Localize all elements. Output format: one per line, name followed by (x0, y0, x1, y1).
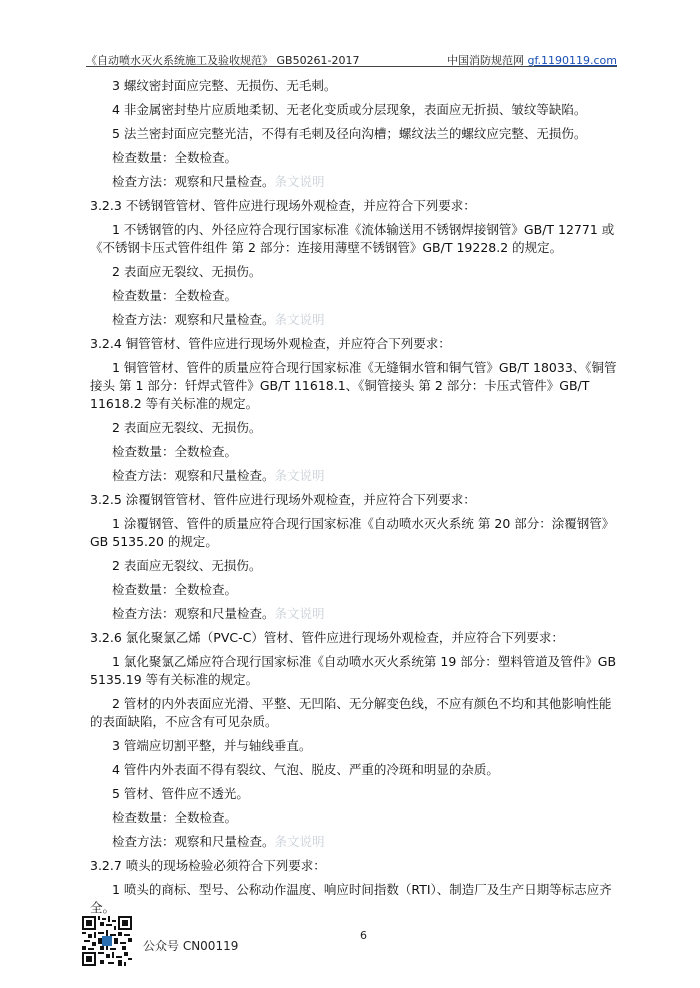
paragraph-text: 2 表面应无裂纹、无损伤。 (112, 558, 262, 573)
paragraph (90, 218, 620, 260)
clause-explanation-link[interactable]: 条文说明 (274, 312, 325, 327)
paragraph-text: 检查方法：观察和尺量检查。 (112, 468, 275, 483)
paragraph (90, 146, 620, 170)
document-title: 《自动喷水灭火系统施工及验收规范》 GB50261-2017 (86, 54, 360, 67)
paragraph (90, 260, 620, 284)
paragraph-text: 检查数量：全数检查。 (112, 150, 238, 165)
paragraph-text: 3.2.3 不锈钢管管材、管件应进行现场外观检查，并应符合下列要求： (90, 198, 476, 213)
paragraph-text: 1 不锈钢管的内、外径应符合现行国家标准《流体输送用不锈钢焊接钢管》GB/T 12771 或《不锈钢卡压式管件组件 第 2 部分：连接用薄壁不锈钢管》GB/T 19228.2 的规定。 (90, 222, 615, 255)
qr-code-icon (82, 916, 132, 966)
page-number: 6 (360, 929, 367, 942)
paragraph-text: 1 涂覆钢管、管件的质量应符合现行国家标准《自动喷水灭火系统 第 20 部分：涂覆钢管》GB 5135.20 的规定。 (90, 516, 615, 549)
document-body (90, 74, 620, 920)
paragraph (90, 440, 620, 464)
clause-explanation-link[interactable]: 条文说明 (274, 606, 325, 621)
paragraph (90, 356, 620, 416)
paragraph (90, 554, 620, 578)
paragraph-text: 4 管件内外表面不得有裂纹、气泡、脱皮、严重的冷斑和明显的杂质。 (112, 762, 499, 777)
section-heading (90, 332, 620, 356)
paragraph (90, 650, 620, 692)
section-heading (90, 488, 620, 512)
paragraph-text: 检查数量：全数检查。 (112, 810, 238, 825)
paragraph (90, 782, 620, 806)
paragraph (90, 98, 620, 122)
paragraph (90, 170, 620, 194)
paragraph-text: 检查数量：全数检查。 (112, 582, 238, 597)
paragraph (90, 602, 620, 626)
paragraph-text: 3 螺纹密封面应完整、无损伤、无毛刺。 (112, 78, 337, 93)
paragraph-text: 3.2.5 涂覆钢管管材、管件应进行现场外观检查，并应符合下列要求： (90, 492, 476, 507)
paragraph (90, 512, 620, 554)
clause-explanation-link[interactable]: 条文说明 (274, 468, 325, 483)
paragraph (90, 830, 620, 854)
paragraph-text: 检查方法：观察和尺量检查。 (112, 834, 275, 849)
paragraph-text: 1 喷头的商标、型号、公称动作温度、响应时间指数（RTI）、制造厂及生产日期等标志应齐全。 (90, 882, 612, 915)
paragraph (90, 578, 620, 602)
site-name: 中国消防规范网 (446, 54, 528, 67)
paragraph-text: 检查方法：观察和尺量检查。 (112, 606, 275, 621)
paragraph-text: 检查方法：观察和尺量检查。 (112, 174, 275, 189)
paragraph (90, 308, 620, 332)
site-url-link[interactable]: gf.1190119.com (527, 54, 617, 67)
page-footer (0, 912, 700, 972)
header-divider (86, 66, 617, 67)
paragraph (90, 692, 620, 734)
section-heading (90, 194, 620, 218)
paragraph-text: 1 铜管管材、管件的质量应符合现行国家标准《无缝铜水管和铜气管》GB/T 18033、《铜管接头 第 1 部分：钎焊式管件》GB/T 11618.1、《铜管接头 第 2 部分：卡压式管件》GB/T 11618.2 等有关标准的规定。 (90, 360, 617, 411)
public-account-label: 公众号 CN00119 (143, 939, 239, 953)
paragraph (90, 464, 620, 488)
paragraph (90, 416, 620, 440)
clause-explanation-link[interactable]: 条文说明 (274, 174, 325, 189)
paragraph-text: 5 管材、管件应不透光。 (112, 786, 249, 801)
paragraph (90, 806, 620, 830)
paragraph-text: 4 非金属密封垫片应质地柔韧、无老化变质或分层现象，表面应无折损、皱纹等缺陷。 (112, 102, 587, 117)
paragraph (90, 122, 620, 146)
paragraph-text: 2 表面应无裂纹、无损伤。 (112, 420, 262, 435)
paragraph-text: 1 氯化聚氯乙烯应符合现行国家标准《自动喷水灭火系统第 19 部分：塑料管道及管件》GB 5135.19 等有关标准的规定。 (90, 654, 617, 687)
paragraph-text: 3.2.6 氯化聚氯乙烯（PVC-C）管材、管件应进行现场外观检查，并应符合下列要求： (90, 630, 564, 645)
paragraph-text: 3.2.7 喷头的现场检验必须符合下列要求： (90, 858, 326, 873)
paragraph-text: 3.2.4 铜管管材、管件应进行现场外观检查，并应符合下列要求： (90, 336, 451, 351)
paragraph-text: 2 表面应无裂纹、无损伤。 (112, 264, 262, 279)
paragraph-text: 检查数量：全数检查。 (112, 444, 238, 459)
paragraph (90, 284, 620, 308)
paragraph-text: 检查数量：全数检查。 (112, 288, 238, 303)
paragraph (90, 758, 620, 782)
section-heading (90, 626, 620, 650)
clause-explanation-link[interactable]: 条文说明 (274, 834, 325, 849)
paragraph (90, 734, 620, 758)
paragraph (90, 74, 620, 98)
paragraph-text: 3 管端应切割平整，并与轴线垂直。 (112, 738, 312, 753)
section-heading (90, 854, 620, 878)
paragraph-text: 5 法兰密封面应完整光洁，不得有毛刺及径向沟槽；螺纹法兰的螺纹应完整、无损伤。 (112, 126, 587, 141)
paragraph-text: 检查方法：观察和尺量检查。 (112, 312, 275, 327)
paragraph-text: 2 管材的内外表面应光滑、平整、无凹陷、无分解变色线，不应有颜色不均和其他影响性能的表面缺陷，不应含有可见杂质。 (90, 696, 612, 729)
